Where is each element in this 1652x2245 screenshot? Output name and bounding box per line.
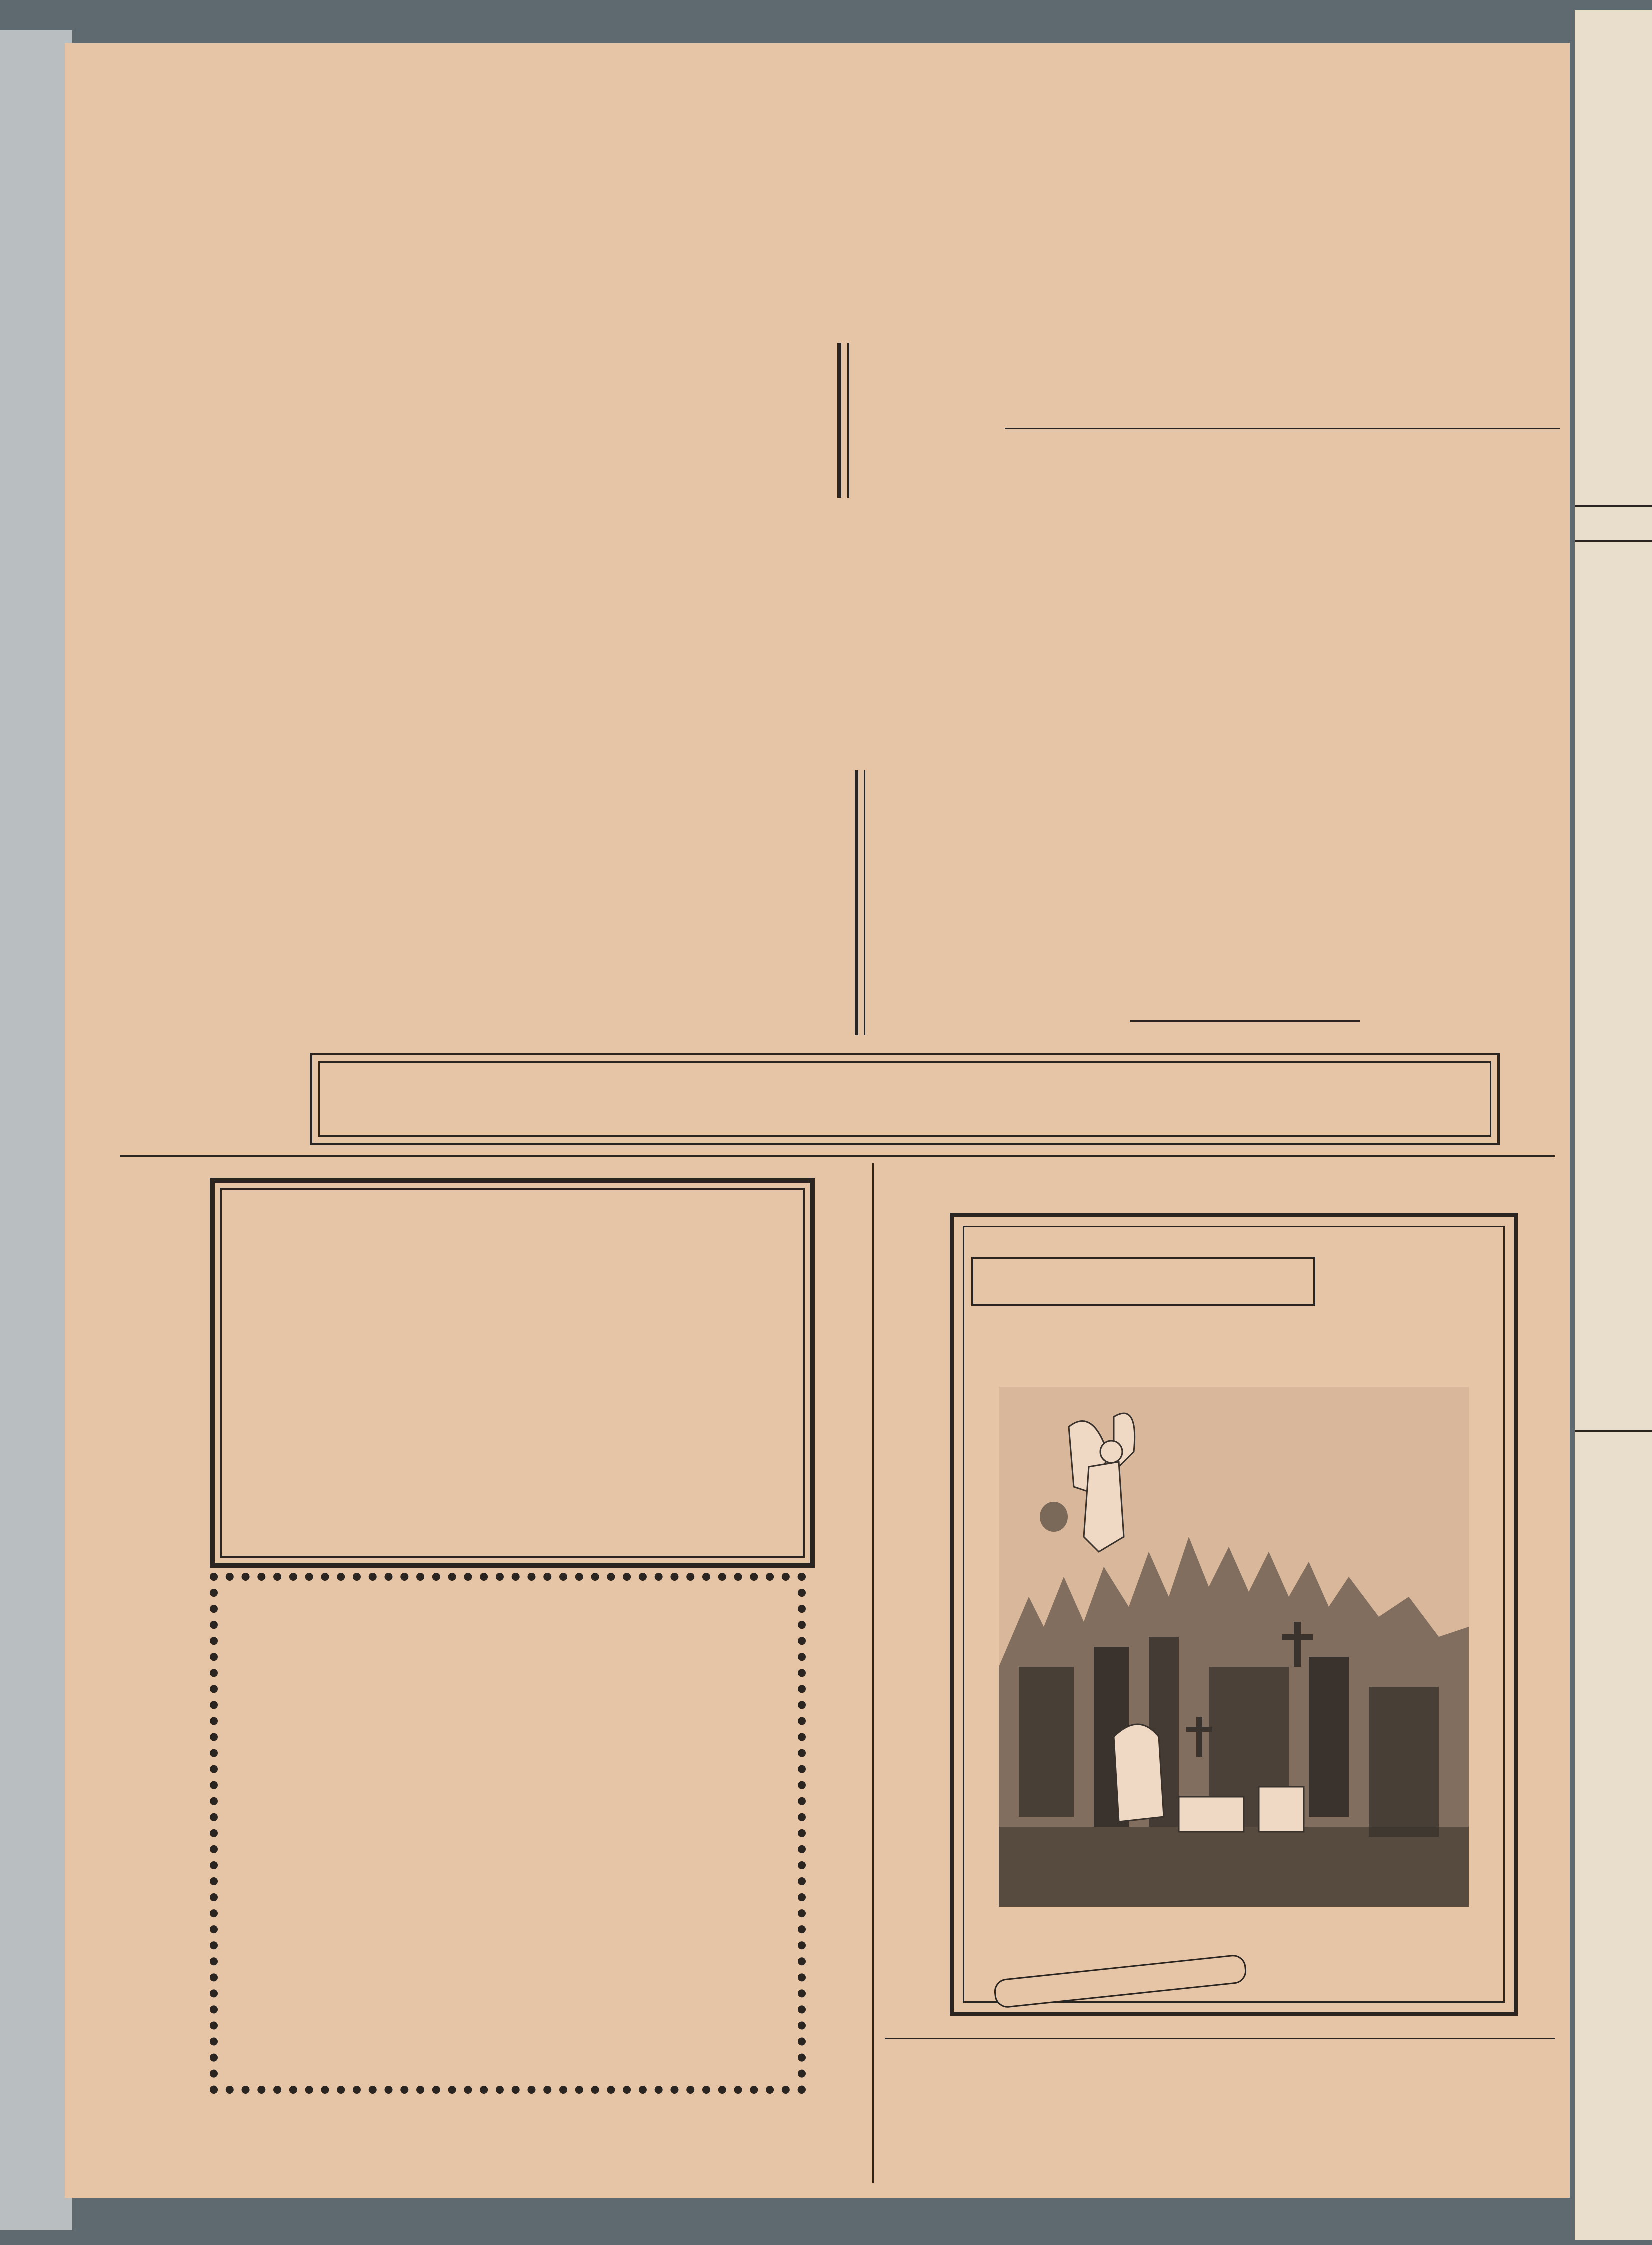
- cemetery-engraving: [999, 1387, 1469, 1907]
- atelier-box: [210, 1573, 806, 2094]
- adjacent-page: [1575, 10, 1652, 2240]
- newspaper-page: [65, 43, 1570, 2198]
- danksagung-box: [210, 1178, 815, 1568]
- kander-address-left: [190, 113, 335, 116]
- baumann-frame: [950, 1213, 1518, 2016]
- binding-edge: [0, 30, 72, 2230]
- sunday-banner: [310, 1053, 1500, 1145]
- kander-address-right: [1325, 113, 1545, 116]
- baumann-name-plate: [972, 1257, 1316, 1306]
